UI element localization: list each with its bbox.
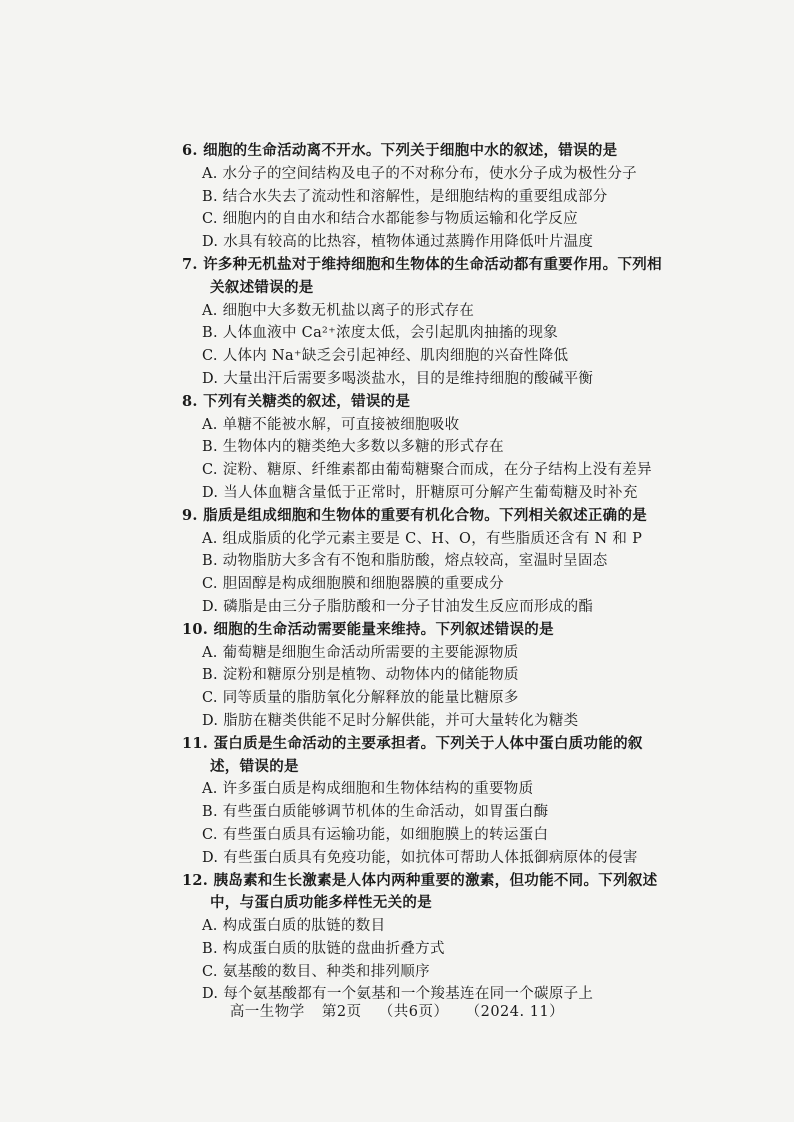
option-a: A. 组成脂质的化学元素主要是 C、H、O，有些脂质还含有 N 和 P [202, 530, 643, 547]
option-b: B. 结合水失去了流动性和溶解性，是细胞结构的重要组成部分 [202, 188, 608, 205]
footer-total-pages: （共6页） [378, 1004, 449, 1020]
option-c: C. 淀粉、糖原、纤维素都由葡萄糖聚合而成，在分子结构上没有差异 [202, 462, 652, 479]
question-8 [150, 391, 670, 505]
option-a: A. 构成蛋白质的肽链的数目 [202, 918, 386, 935]
option-d: D. 每个氨基酸都有一个氨基和一个羧基连在同一个碳原子上 [202, 986, 594, 1003]
option-a: A. 水分子的空间结构及电子的不对称分布，使水分子成为极性分子 [202, 165, 637, 182]
question-10 [150, 619, 670, 733]
option-a: A. 细胞中大多数无机盐以离子的形式存在 [202, 302, 475, 319]
question-stem: 8. 下列有关糖类的叙述，错误的是 [182, 392, 411, 410]
option-b: B. 有些蛋白质能够调节机体的生命活动，如胃蛋白酶 [202, 804, 549, 821]
option-c: C. 有些蛋白质具有运输功能，如细胞膜上的转运蛋白 [202, 826, 549, 843]
question-stem: 12. 胰岛素和生长激素是人体内两种重要的激素，但功能不同。下列叙述中，与蛋白质功能多样性无关的是 [182, 871, 658, 912]
question-stem: 11. 蛋白质是生命活动的主要承担者。下列关于人体中蛋白质功能的叙述，错误的是 [182, 734, 643, 775]
option-c: C. 人体内 Na⁺缺乏会引起神经、肌肉细胞的兴奋性降低 [202, 348, 569, 365]
question-9 [150, 505, 670, 619]
option-a: A. 许多蛋白质是构成细胞和生物体结构的重要物质 [202, 781, 534, 798]
option-b: B. 人体血液中 Ca²⁺浓度太低，会引起肌肉抽搐的现象 [202, 325, 559, 342]
option-b: B. 构成蛋白质的肽链的盘曲折叠方式 [202, 940, 445, 957]
option-c: C. 氨基酸的数目、种类和排列顺序 [202, 963, 430, 980]
question-6 [150, 140, 670, 254]
option-d: D. 磷脂是由三分子脂肪酸和一分子甘油发生反应而形成的酯 [202, 598, 594, 615]
question-11 [150, 733, 670, 870]
question-stem: 7. 许多种无机盐对于维持细胞和生物体的生命活动都有重要作用。下列相关叙述错误的是 [182, 255, 662, 296]
option-a: A. 葡萄糖是细胞生命活动所需要的主要能源物质 [202, 644, 519, 661]
footer-subject: 高一生物学 [229, 1004, 305, 1020]
question-list [150, 140, 670, 1006]
option-d: D. 有些蛋白质具有免疫功能，如抗体可帮助人体抵御病原体的侵害 [202, 849, 638, 866]
option-d: D. 水具有较高的比热容，植物体通过蒸腾作用降低叶片温度 [202, 234, 594, 251]
option-c: C. 细胞内的自由水和结合水都能参与物质运输和化学反应 [202, 211, 578, 228]
page-footer [0, 1000, 794, 1021]
option-d: D. 当人体血糖含量低于正常时，肝糖原可分解产生葡萄糖及时补充 [202, 484, 638, 501]
option-b: B. 生物体内的糖类绝大多数以多糖的形式存在 [202, 439, 504, 456]
question-stem: 6. 细胞的生命活动离不开水。下列关于细胞中水的叙述，错误的是 [182, 142, 618, 159]
footer-date: （2024. 11） [465, 1004, 565, 1020]
option-b: B. 动物脂肪大多含有不饱和脂肪酸，熔点较高，室温时呈固态 [202, 553, 608, 570]
option-c: C. 胆固醇是构成细胞膜和细胞器膜的重要成分 [202, 576, 504, 593]
question-stem: 9. 脂质是组成细胞和生物体的重要有机化合物。下列相关叙述正确的是 [182, 506, 648, 524]
option-d: D. 大量出汗后需要多喝淡盐水，目的是维持细胞的酸碱平衡 [202, 370, 594, 387]
option-d: D. 脂肪在糖类供能不足时分解供能，并可大量转化为糖类 [202, 712, 579, 729]
footer-page-number: 第2页 [321, 1004, 362, 1020]
option-b: B. 淀粉和糖原分别是植物、动物体内的储能物质 [202, 667, 519, 684]
option-a: A. 单糖不能被水解，可直接被细胞吸收 [202, 416, 460, 433]
option-c: C. 同等质量的脂肪氧化分解释放的能量比糖原多 [202, 690, 519, 707]
question-7 [150, 254, 670, 391]
question-stem: 10. 细胞的生命活动需要能量来维持。下列叙述错误的是 [182, 620, 554, 638]
question-12 [150, 870, 670, 1007]
